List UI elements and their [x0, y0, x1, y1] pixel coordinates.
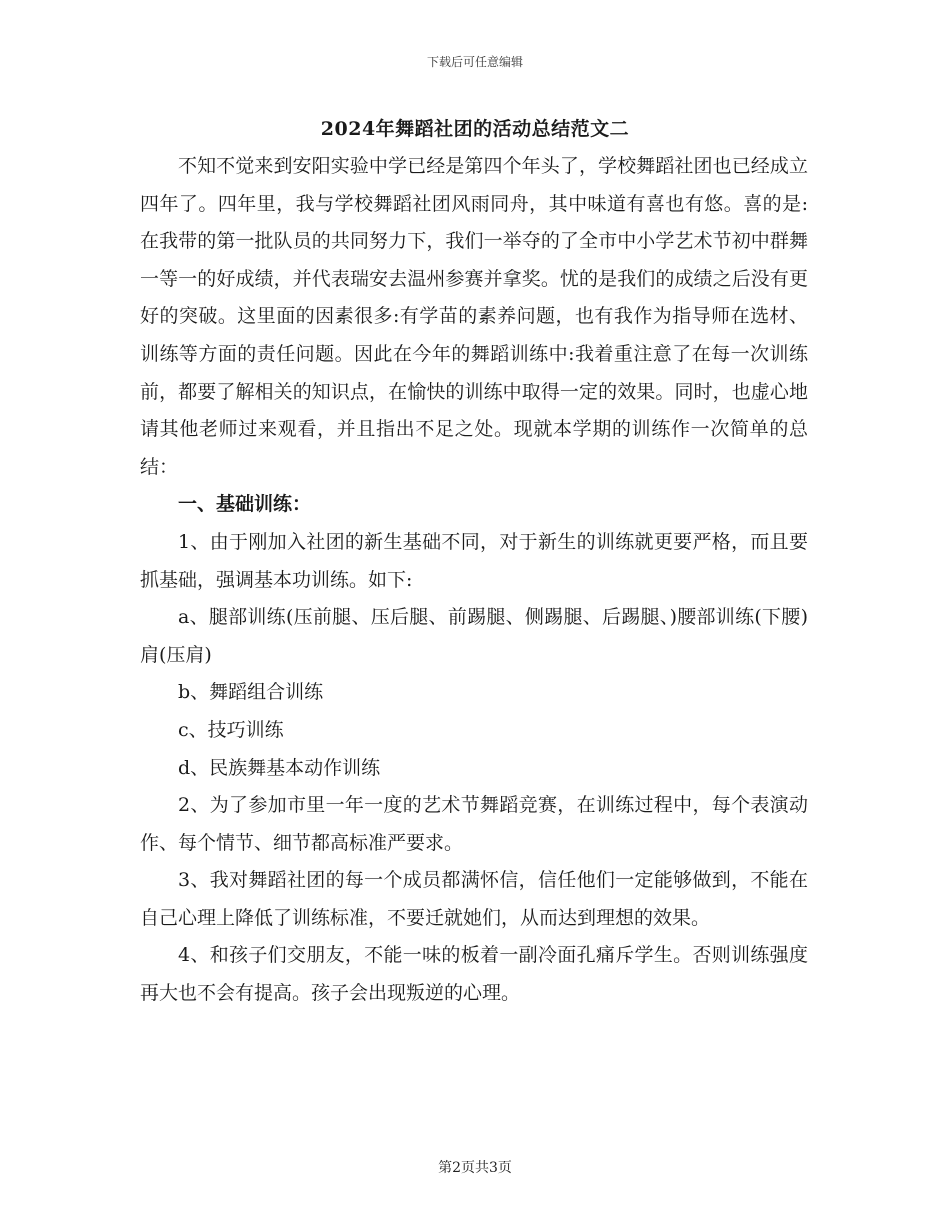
page-number-footer: 第2页共3页 — [438, 1160, 512, 1176]
paragraph-item-b: b、舞蹈组合训练 — [178, 681, 324, 704]
paragraph-item-c: c、技巧训练 — [178, 718, 284, 741]
paragraph-item-2: 2、为了参加市里一年一度的艺术节舞蹈竞赛，在训练过程中，每个表演动作、每个情节、细节都高标准严要求。 — [140, 794, 808, 854]
paragraph-intro: 不知不觉来到安阳实验中学已经是第四个年头了，学校舞蹈社团也已经成立四年了。四年里，我与学校舞蹈社团风雨同舟，其中味道有喜也有悠。喜的是:在我带的第一批队员的共同努力下，我们一举夺的了全市中小学艺术节初中群舞一等一的好成绩，并代表瑞安去温州参赛并拿奖。忧的是我们的成绩之后没有更好的突破。这里面的因素很多:有学苗的素养问题，也有我作为指导师在选材、训练等方面的责任问题。因此在今年的舞蹈训练中:我着重注意了在每一次训练前，都要了解相关的知识点，在愉快的训练中取得一定的效果。同时，也虚心地请其他老师过来观看，并且指出不足之处。现就本学期的训练作一次简单的总结： — [140, 155, 808, 478]
section-heading-basic-training: 一、基础训练： — [178, 493, 312, 516]
header-note: 下载后可任意编辑 — [426, 55, 523, 69]
paragraph-item-d: d、民族舞基本动作训练 — [178, 756, 381, 779]
paragraph-item-1: 1、由于刚加入社团的新生基础不同，对于新生的训练就更要严格，而且要抓基础，强调基本功训练。如下: — [140, 530, 808, 591]
document-title: 2024年舞蹈社团的活动总结范文二 — [320, 118, 630, 140]
paragraph-item-3: 3、我对舞蹈社团的每一个成员都满怀信，信任他们一定能够做到，不能在自己心理上降低了训练标准，不要迁就她们，从而达到理想的效果。 — [140, 869, 808, 929]
paragraph-item-4: 4、和孩子们交朋友，不能一味的板着一副冷面孔痛斥学生。否则训练强度再大也不会有提高。孩子会出现叛逆的心理。 — [140, 944, 808, 1005]
document-body — [140, 148, 808, 1013]
paragraph-item-a: a、腿部训练(压前腿、压后腿、前踢腿、侧踢腿、后踢腿、)腰部训练(下腰)肩(压肩) — [140, 606, 808, 666]
